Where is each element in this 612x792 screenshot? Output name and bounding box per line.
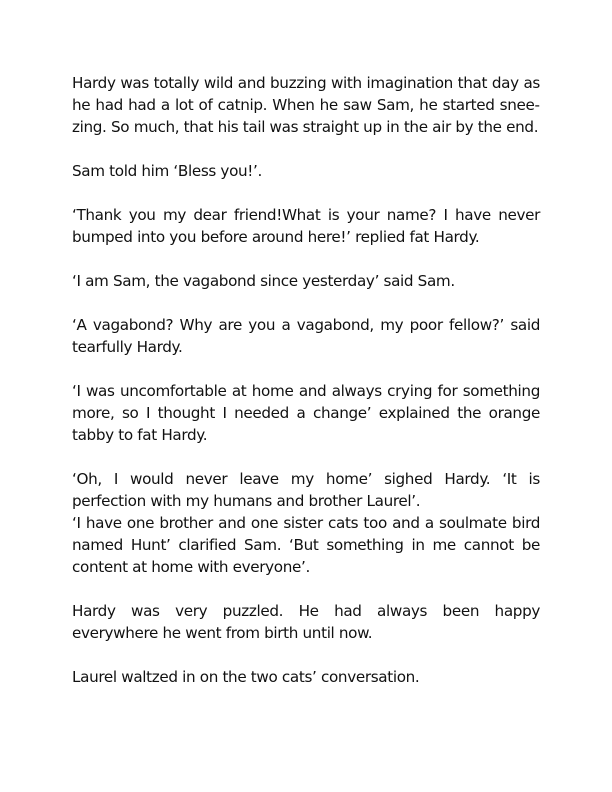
paragraph-10: Laurel waltzed in on the two cats’ conversation. [72,668,420,686]
paragraph-9: Hardy was very puzzled. He had always been happy everywhere he went from birth until now. [72,602,540,642]
paragraph-5: ‘A vagabond? Why are you a vagabond, my poor fellow?’ said tearfully Hardy. [72,316,540,356]
paragraph-7: ‘Oh, I would never leave my home’ sighed Hardy. ‘It is perfection with my humans and brother Laurel’. [72,470,540,510]
paragraph-6: ‘I was uncomfortable at home and always crying for something more, so I thought I needed a change’ explained the orange tabby to fat Hardy. [72,382,540,444]
paragraph-8: ‘I have one brother and one sister cats too and a soulmate bird named Hunt’ clarified Sam. ‘But something in me cannot be content at home with everyone’. [72,514,540,576]
paragraph-4: ‘I am Sam, the vagabond since yesterday’ said Sam. [72,272,455,290]
paragraph-2: Sam told him ‘Bless you!’. [72,162,262,180]
paragraph-3: ‘Thank you my dear friend!What is your name? I have never bumped into you before around here!’ replied fat Hardy. [72,206,540,246]
document-page [72,72,540,710]
paragraph-1: Hardy was totally wild and buzzing with imagination that day as he had had a lot of catnip. When he saw Sam, he started sneezing. So much, that his tail was straight up in the air by the end. [72,74,540,136]
